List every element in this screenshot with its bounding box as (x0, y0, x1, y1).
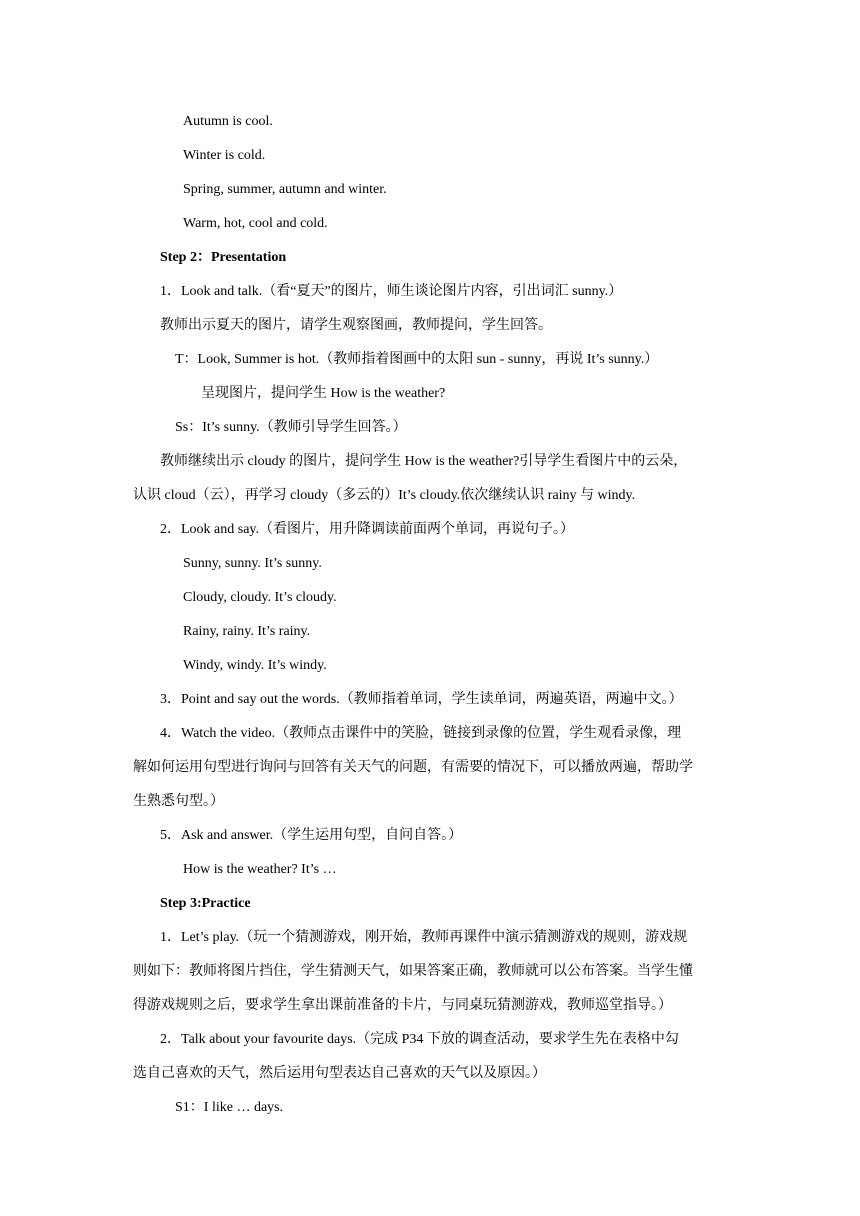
text-line: Spring, summer, autumn and winter. (183, 182, 387, 197)
text-line: 4．Watch the video.（教师点击课件中的笑脸，链接到录像的位置，学生观看录像，理 (160, 726, 682, 741)
text-line: Windy, windy. It’s windy. (183, 658, 327, 673)
text-line: Warm, hot, cool and cold. (183, 216, 328, 231)
text-line: 认识 cloud（云），再学习 cloudy（多云的）It’s cloudy.依次继续认识 rainy 与 windy. (133, 488, 636, 503)
text-line: 1．Let’s play.（玩一个猜测游戏，刚开始，教师再课件中演示猜测游戏的规则，游戏规 (160, 930, 688, 945)
text-line: 3．Point and say out the words.（教师指着单词，学生读单词，两遍英语，两遍中文。） (160, 692, 683, 707)
text-line: T：Look, Summer is hot.（教师指着图画中的太阳 sun - sunny，再说 It’s sunny.） (175, 352, 659, 367)
text-line: 2．Look and say.（看图片，用升降调读前面两个单词，再说句子。） (160, 522, 575, 537)
text-line: 解如何运用句型进行询问与回答有关天气的问题，有需要的情况下，可以播放两遍，帮助学 (133, 760, 693, 775)
text-line: How is the weather? It’s … (183, 862, 337, 877)
text-line: 得游戏规则之后，要求学生拿出课前准备的卡片，与同桌玩猜测游戏，教师巡堂指导。） (133, 998, 672, 1013)
section-heading: Step 2：Presentation (160, 250, 287, 265)
text-line: 教师出示夏天的图片，请学生观察图画，教师提问，学生回答。 (160, 318, 552, 333)
section-heading: Step 3:Practice (160, 896, 251, 911)
text-line: Autumn is cool. (183, 114, 273, 129)
text-line: S1：I like … days. (175, 1100, 284, 1115)
text-line: 则如下：教师将图片挡住，学生猜测天气，如果答案正确，教师就可以公布答案。当学生懂 (133, 964, 693, 979)
text-line: 选自己喜欢的天气，然后运用句型表达自己喜欢的天气以及原因。） (133, 1066, 546, 1081)
text-line: 1．Look and talk.（看“夏天”的图片，师生谈论图片内容，引出词汇 sunny.） (160, 284, 623, 299)
text-line: 教师继续出示 cloudy 的图片，提问学生 How is the weather?引导学生看图片中的云朵， (160, 454, 688, 469)
text-line: 5．Ask and answer.（学生运用句型，自问自答。） (160, 828, 463, 843)
text-line: Cloudy, cloudy. It’s cloudy. (183, 590, 337, 605)
text-line: 呈现图片，提问学生 How is the weather? (201, 386, 446, 401)
text-line: 2．Talk about your favourite days.（完成 P34 下放的调查活动，要求学生先在表格中勾 (160, 1032, 679, 1047)
text-line: Ss：It’s sunny.（教师引导学生回答。） (175, 420, 407, 435)
text-line: 生熟悉句型。） (133, 794, 224, 809)
text-line: Winter is cold. (183, 148, 266, 163)
text-line: Sunny, sunny. It’s sunny. (183, 556, 322, 571)
text-line: Rainy, rainy. It’s rainy. (183, 624, 311, 639)
